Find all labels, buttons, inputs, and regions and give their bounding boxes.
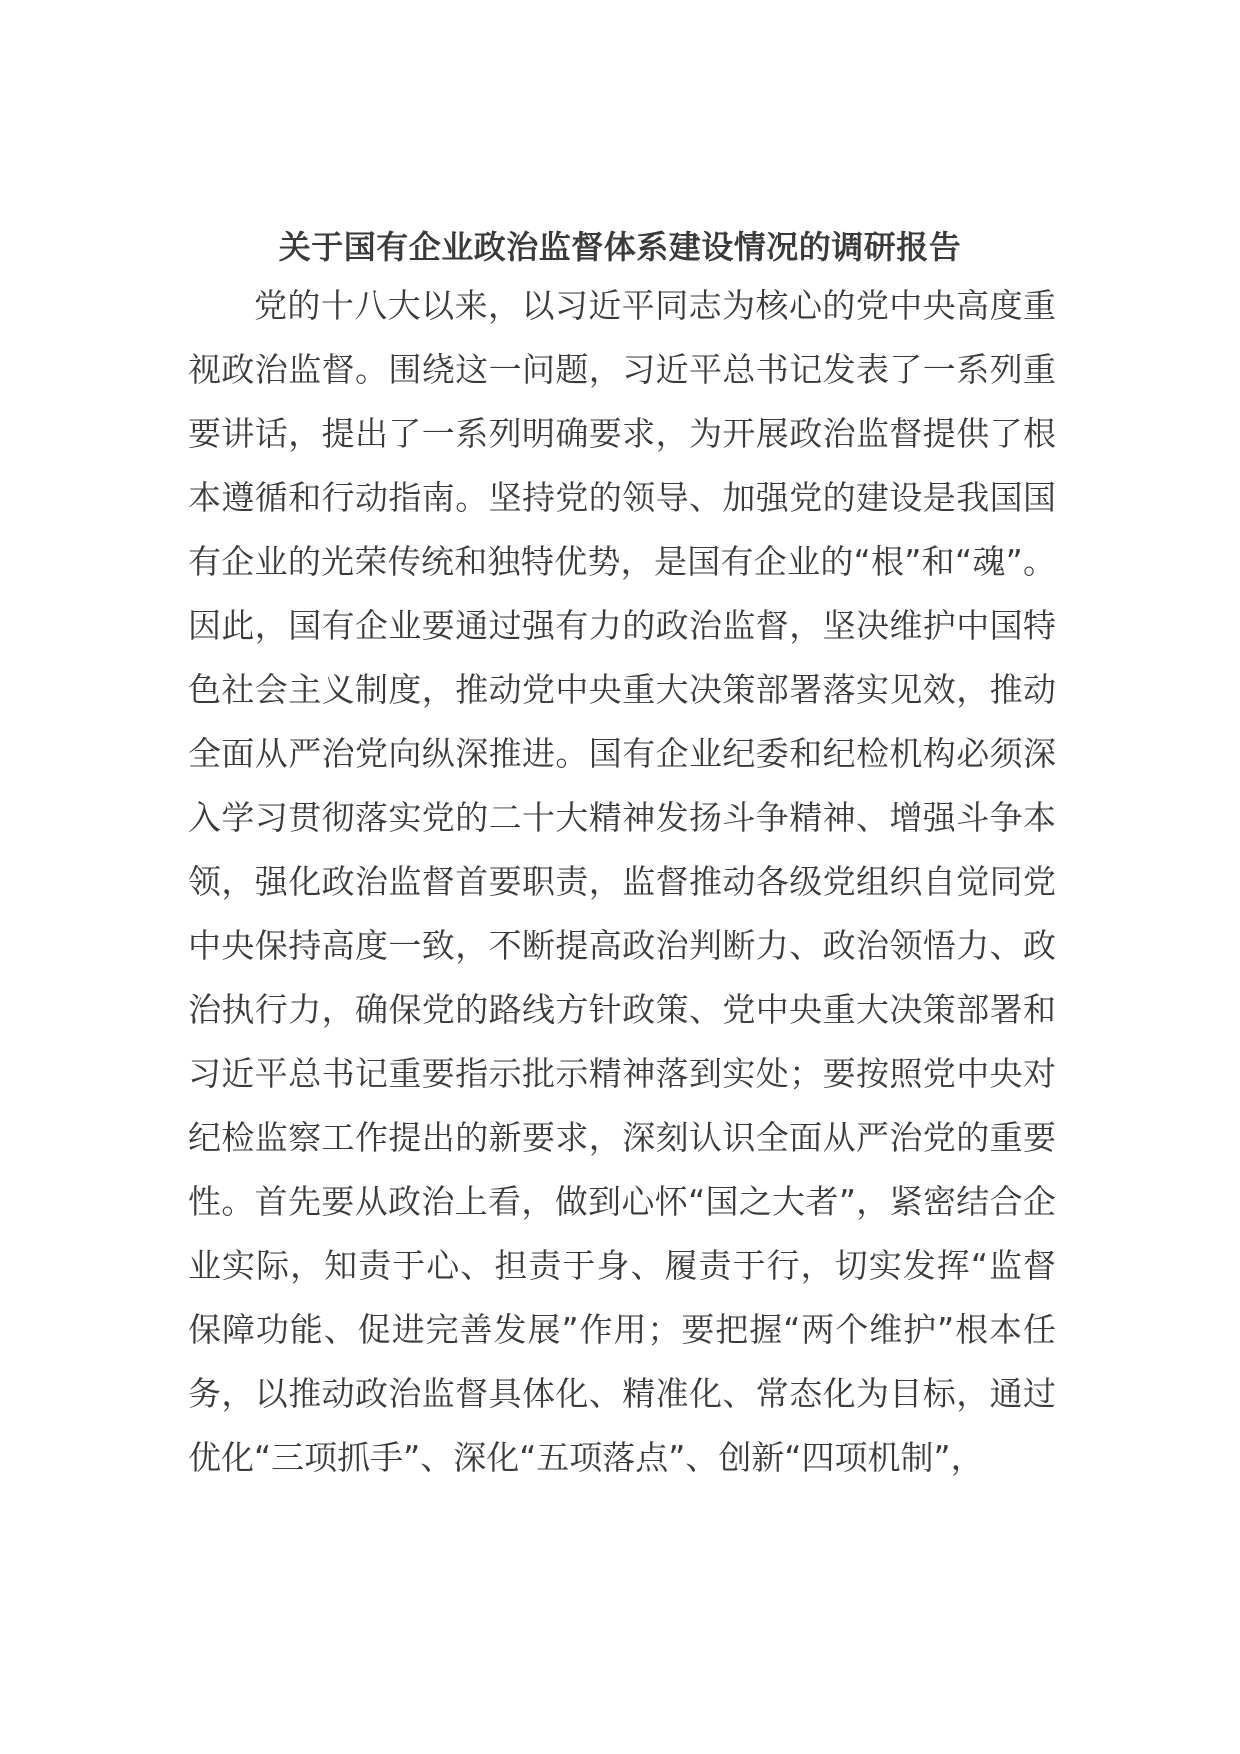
document-title: 关于国有企业政治监督体系建设情况的调研报告 <box>278 228 962 267</box>
body-paragraph: 党的十八大以来，以习近平同志为核心的党中央高度重视政治监督。围绕这一问题，习近平总书记发表了一系列重要讲话，提出了一系列明确要求，为开展政治监督提供了根本遵循和行动指南。坚持党的领导、加强党的建设是我国国有企业的光荣传统和独特优势，是国有企业的“根”和“魂”。因此，国有企业要通过强有力的政治监督，坚决维护中国特色社会主义制度，推动党中央重大决策部署落实见效，推动全面从严治党向纵深推进。国有企业纪委和纪检机构必须深入学习贯彻落实党的二十大精神发扬斗争精神、增强斗争本领，强化政治监督首要职责，监督推动各级党组织自觉同党中央保持高度一致，不断提高政治判断力、政治领悟力、政治执行力，确保党的路线方针政策、党中央重大决策部署和习近平总书记重要指示批示精神落到实处；要按照党中央对纪检监察工作提出的新要求，深刻认识全面从严治党的重要性。首先要从政治上看，做到心怀“国之大者”，紧密结合企业实际，知责于心、担责于身、履责于行，切实发挥“监督保障功能、促进完善发展”作用；要把握“两个维护”根本任务，以推动政治监督具体化、精准化、常态化为目标，通过优化“三项抓手”、深化“五项落点”、创新“四项机制”， <box>188 286 1056 1477</box>
